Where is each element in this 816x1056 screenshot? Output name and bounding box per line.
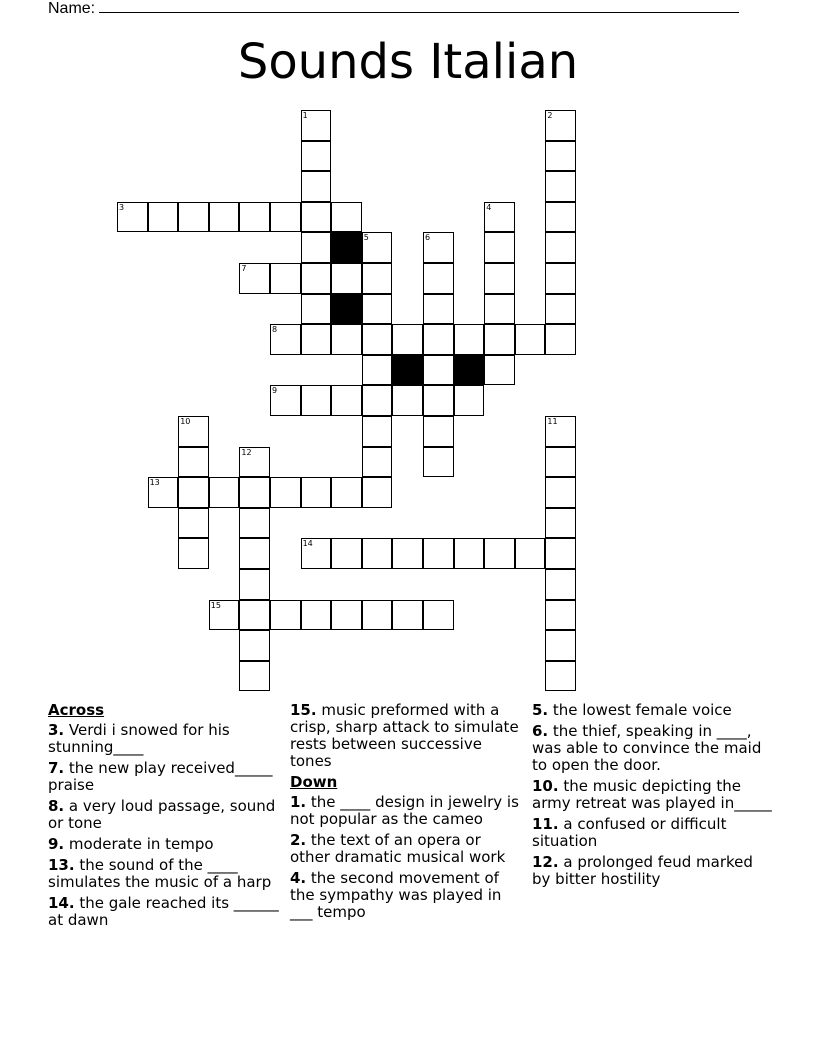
grid-cell[interactable] [331, 600, 362, 631]
grid-cell[interactable] [117, 202, 148, 233]
grid-cell[interactable] [239, 263, 270, 294]
grid-cell[interactable] [239, 630, 270, 661]
grid-cell[interactable] [301, 477, 332, 508]
grid-cell[interactable] [301, 263, 332, 294]
cell-number: 10 [180, 417, 191, 426]
grid-cell[interactable] [392, 324, 423, 355]
grid-cell[interactable] [270, 385, 301, 416]
clue-down-1: 1. the ____ design in jewelry is not popular as the cameo [290, 793, 519, 828]
grid-cell[interactable] [239, 661, 270, 692]
grid-cell[interactable] [423, 600, 454, 631]
grid-cell[interactable] [178, 538, 209, 569]
grid-cell[interactable] [545, 416, 576, 447]
black-square [392, 355, 423, 386]
grid-cell[interactable] [454, 538, 485, 569]
grid-cell[interactable] [178, 508, 209, 539]
cell-number: 8 [272, 325, 278, 335]
cell-number: 12 [241, 447, 252, 457]
grid-cell[interactable] [545, 263, 576, 294]
grid-cell[interactable] [545, 477, 576, 508]
grid-cell[interactable] [545, 447, 576, 478]
grid-cell[interactable] [239, 202, 270, 233]
clue-down-4: 4. the second movement of the sympathy was played in ___ tempo [290, 869, 502, 921]
clue-across-14: 14. the gale reached its ______ at dawn [48, 894, 279, 929]
grid-cell[interactable] [484, 538, 515, 569]
grid-cell[interactable] [362, 416, 393, 447]
grid-cell[interactable] [545, 110, 576, 141]
grid-cell[interactable] [209, 477, 240, 508]
black-square [331, 232, 362, 263]
grid-cell[interactable] [239, 447, 270, 478]
grid-cell[interactable] [270, 600, 301, 631]
grid-cell[interactable] [545, 630, 576, 661]
grid-cell[interactable] [545, 600, 576, 631]
grid-cell[interactable] [362, 385, 393, 416]
cell-number: 4 [486, 202, 492, 212]
grid-cell[interactable] [270, 202, 301, 233]
grid-cell[interactable] [239, 508, 270, 539]
grid-cell[interactable] [484, 294, 515, 325]
grid-cell[interactable] [301, 385, 332, 416]
clue-across-8: 8. a very loud passage, sound or tone [48, 797, 276, 832]
clue-across-9: 9. moderate in tempo [48, 835, 214, 853]
grid-cell[interactable] [301, 538, 332, 569]
grid-cell[interactable] [239, 569, 270, 600]
grid-cell[interactable] [301, 171, 332, 202]
grid-cell[interactable] [484, 202, 515, 233]
grid-cell[interactable] [331, 477, 362, 508]
grid-cell[interactable] [331, 538, 362, 569]
grid-cell[interactable] [148, 202, 179, 233]
grid-cell[interactable] [362, 232, 393, 263]
grid-cell[interactable] [178, 416, 209, 447]
grid-cell[interactable] [484, 232, 515, 263]
grid-cell[interactable] [423, 447, 454, 478]
grid-cell[interactable] [362, 263, 393, 294]
grid-cell[interactable] [148, 477, 179, 508]
clue-across-15: 15. music preformed with a crisp, sharp attack to simulate rests between successive tones [290, 701, 519, 770]
grid-cell[interactable] [515, 324, 546, 355]
grid-cell[interactable] [423, 263, 454, 294]
cell-number: 14 [302, 539, 313, 549]
cell-number: 7 [241, 264, 247, 273]
clue-down-5: 5. the lowest female voice [532, 701, 732, 719]
across-heading: Across [48, 701, 105, 719]
cell-number: 11 [547, 417, 558, 426]
grid-cell[interactable] [239, 600, 270, 631]
grid-cell[interactable] [301, 324, 332, 355]
grid-cell[interactable] [545, 569, 576, 600]
grid-cell[interactable] [362, 294, 393, 325]
grid-cell[interactable] [301, 141, 332, 172]
clue-down-10: 10. the music depicting the army retreat was played in_____ [532, 777, 772, 812]
grid-cell[interactable] [545, 232, 576, 263]
grid-cell[interactable] [454, 324, 485, 355]
grid-cell[interactable] [178, 447, 209, 478]
grid-cell[interactable] [362, 324, 393, 355]
grid-cell[interactable] [270, 477, 301, 508]
grid-cell[interactable] [331, 324, 362, 355]
grid-cell[interactable] [362, 447, 393, 478]
clue-down-11: 11. a confused or difficult situation [532, 815, 727, 850]
grid-cell[interactable] [545, 324, 576, 355]
grid-cell[interactable] [423, 385, 454, 416]
grid-cell[interactable] [362, 477, 393, 508]
grid-cell[interactable] [515, 538, 546, 569]
grid-cell[interactable] [454, 385, 485, 416]
grid-cell[interactable] [270, 324, 301, 355]
grid-cell[interactable] [392, 600, 423, 631]
down-heading: Down [290, 773, 338, 791]
grid-cell[interactable] [545, 294, 576, 325]
grid-cell[interactable] [484, 263, 515, 294]
cell-number: 3 [119, 202, 125, 212]
cell-number: 1 [302, 111, 308, 120]
clue-down-2: 2. the text of an opera or other dramatic musical work [290, 831, 506, 866]
grid-cell[interactable] [423, 416, 454, 447]
grid-cell[interactable] [545, 202, 576, 233]
grid-cell[interactable] [209, 202, 240, 233]
grid-cell[interactable] [209, 600, 240, 631]
grid-cell[interactable] [239, 538, 270, 569]
grid-cell[interactable] [545, 141, 576, 172]
grid-cell[interactable] [484, 324, 515, 355]
grid-cell[interactable] [301, 232, 332, 263]
grid-cell[interactable] [423, 538, 454, 569]
grid-cell[interactable] [301, 600, 332, 631]
cell-number: 13 [149, 478, 160, 488]
grid-cell[interactable] [301, 294, 332, 325]
grid-cell[interactable] [545, 508, 576, 539]
cell-number: 6 [425, 233, 431, 243]
clue-across-7: 7. the new play received_____ praise [48, 759, 273, 794]
clue-down-6: 6. the thief, speaking in ____, was able to convince the maid to open the door. [532, 722, 762, 774]
grid-cell[interactable] [545, 171, 576, 202]
grid-cell[interactable] [392, 385, 423, 416]
grid-cell[interactable] [362, 600, 393, 631]
grid-cell[interactable] [331, 202, 362, 233]
clue-across-13: 13. the sound of the ____ simulates the music of a harp [48, 856, 272, 891]
grid-cell[interactable] [545, 538, 576, 569]
grid-cell[interactable] [301, 110, 332, 141]
grid-cell[interactable] [423, 294, 454, 325]
clue-across-3: 3. Verdi i snowed for his stunning____ [48, 721, 230, 756]
grid-cell[interactable] [392, 538, 423, 569]
grid-cell[interactable] [270, 263, 301, 294]
black-square [331, 294, 362, 325]
grid-cell[interactable] [423, 232, 454, 263]
black-square [454, 355, 485, 386]
grid-cell[interactable] [178, 202, 209, 233]
grid-cell[interactable] [178, 477, 209, 508]
name-label: Name: [48, 0, 96, 17]
grid-cell[interactable] [484, 355, 515, 386]
clue-down-12: 12. a prolonged feud marked by bitter hostility [532, 853, 753, 888]
grid-cell[interactable] [545, 661, 576, 692]
grid-cell[interactable] [362, 355, 393, 386]
cell-number: 2 [547, 111, 553, 120]
grid-cell[interactable] [423, 324, 454, 355]
grid-cell[interactable] [331, 263, 362, 294]
grid-cell[interactable] [239, 477, 270, 508]
grid-cell[interactable] [423, 355, 454, 386]
puzzle-title: Sounds Italian [237, 34, 579, 90]
clue-column-3 [532, 702, 772, 892]
grid-cell[interactable] [301, 202, 332, 233]
clue-column-2 [290, 702, 525, 925]
grid-cell[interactable] [362, 538, 393, 569]
cell-number: 9 [272, 386, 278, 396]
clue-column-1 [48, 702, 283, 933]
cell-number: 15 [210, 600, 221, 610]
cell-number: 5 [363, 233, 369, 243]
grid-cell[interactable] [331, 385, 362, 416]
